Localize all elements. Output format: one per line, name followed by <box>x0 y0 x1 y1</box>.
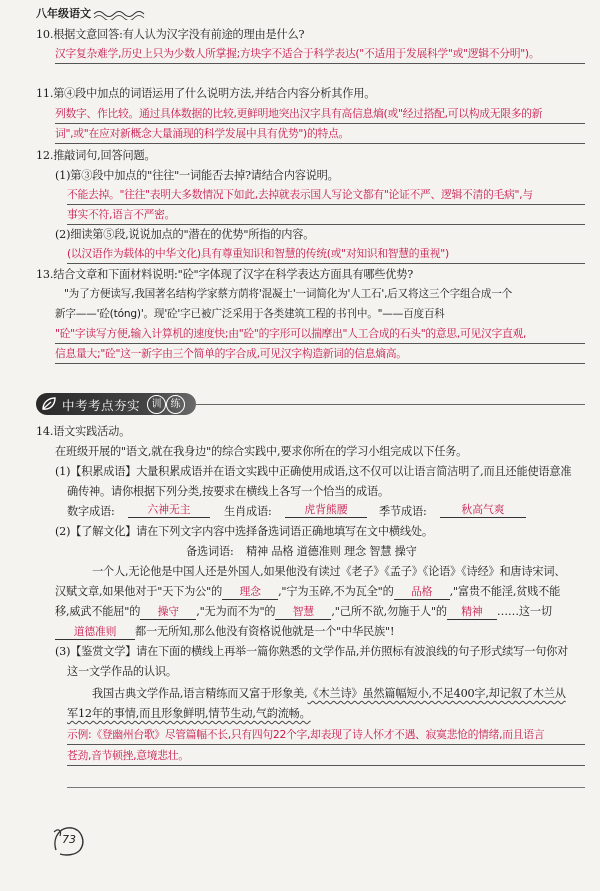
passage-line-2 <box>55 583 560 600</box>
passage-line-3 <box>55 603 552 620</box>
q14-intro: 在班级开展的"语文,就在我身边"的综合实践中,要求你所在的学习小组完成以下任务。 <box>55 445 468 458</box>
blank-linian: 理念 <box>222 584 278 600</box>
answer-line <box>55 143 585 144</box>
passage-text: 都一无所知,那么他没有资格说他就是一个"中华民族"! <box>135 625 395 638</box>
header-wave-decoration <box>92 8 152 20</box>
q13-material-line-2: 新字——'砼(tóng)'。现'砼'字已被广泛采用于各类建筑工程的书刊中。"——百度百科 <box>55 308 445 320</box>
blank-zhihui: 智慧 <box>275 604 331 620</box>
answer-line <box>67 765 585 766</box>
passage-text: ,"富贵不能淫,贫贱不能 <box>449 585 561 598</box>
q12-sub1-question: (1)第③段中加点的"往往"一词能否去掉?请结合内容说明。 <box>55 169 339 182</box>
q12-sub1-answer-line-2: 事实不符,语言不严密。 <box>67 208 176 221</box>
page-number: 73 <box>62 833 76 846</box>
candidate-words: 精神 品格 道德准则 理念 智慧 操守 <box>246 545 417 558</box>
idiom-zodiac-answer: 虎背熊腰 <box>285 502 367 518</box>
q12-sub2-question: (2)细读第⑤段,说说加点的"潜在的优势"所指的内容。 <box>55 228 315 241</box>
q14-part1-line-1: (1)【积累成语】大量积累成语并在语文实践中正确使用成语,这不仅可以让语言简洁明了,而且还能使语意准 <box>55 465 572 478</box>
q14-part3-line-1: (3)【鉴赏文学】请在下面的横线上再举一篇你熟悉的文学作品,并仿照标有波浪线的句子形式续写一句你对 <box>55 645 569 658</box>
q14-part3-answer-line-1: 示例:《登幽州台歌》尽管篇幅不长,只有四句22个字,却表现了诗人怀才不遇、寂寞悲怆的情绪,而且语言 <box>67 728 545 741</box>
q11-answer-line-2: 词",或"在应对新概念大量涌现的科学发展中具有优势")的特点。 <box>55 127 349 140</box>
idiom-number-answer: 六神无主 <box>128 502 210 518</box>
q14-title: 14.语文实践活动。 <box>36 425 131 438</box>
blank-caoshou: 操守 <box>140 604 196 620</box>
q14-part3-answer-line-2: 苍劲,音节顿挫,意境悲壮。 <box>67 749 189 762</box>
passage-text: ,"己所不欲,勿施于人"的 <box>331 605 447 618</box>
example-line-2 <box>67 705 311 721</box>
candidate-words-label: 备选词语: <box>186 545 234 558</box>
idiom-season-label: 季节成语: <box>379 505 427 518</box>
answer-line <box>67 787 585 788</box>
idiom-number-label: 数字成语: <box>67 505 115 518</box>
q12-question: 12.推敲词句,回答问题。 <box>36 149 156 162</box>
q11-answer-line-1: 列数字、作比较。通过具体数据的比较,更鲜明地突出汉字具有高信息熵(或"经过搭配,可以构成无限多的新 <box>55 107 543 120</box>
passage-line-4 <box>55 623 394 640</box>
section-banner <box>36 393 196 415</box>
example-wavy-text: 军12年的事情,而且形象鲜明,情节生动,气韵流畅。 <box>67 707 311 720</box>
passage-text: 移,威武不能屈"的 <box>55 605 141 618</box>
example-line-1 <box>92 685 566 701</box>
blank-jingshen: 精神 <box>447 604 497 620</box>
example-text: 我国古典文学作品,语言精练而又富于形象美, <box>92 687 308 700</box>
header-title: 八年级语文 <box>36 7 91 20</box>
blank-pinge: 品格 <box>394 584 450 600</box>
answer-line <box>55 363 585 364</box>
answer-line <box>55 63 585 64</box>
section-badge-1: 训 <box>147 395 166 414</box>
q13-answer-line-2: 信息量大;"砼"这一新字由三个简单的字合成,可见汉字构造新词的信息熵高。 <box>55 347 407 360</box>
section-title: 中考考点夯实 <box>62 398 141 413</box>
passage-text: ……这一切 <box>496 605 552 618</box>
passage-text: 汉赋文章,如果他对于"天下为公"的 <box>55 585 223 598</box>
answer-line <box>55 123 585 124</box>
q10-question: 10.根据文意回答:有人认为汉字没有前途的理由是什么? <box>36 28 305 41</box>
section-divider <box>196 404 585 405</box>
answer-line <box>67 263 585 264</box>
q12-sub1-answer-line-1: 不能去掉。"往往"表明大多数情况下如此,去掉就表示国人写论文都有"论证不严、逻辑不清的毛病",与 <box>67 188 533 201</box>
q14-part1-line-2: 确传神。请你根据下列分类,按要求在横线上各写一个恰当的成语。 <box>67 485 389 498</box>
passage-text: ,"宁为玉碎,不为瓦全"的 <box>278 585 394 598</box>
answer-line <box>67 224 585 225</box>
idiom-season-answer: 秋高气爽 <box>440 502 526 518</box>
answer-line <box>55 343 585 344</box>
q13-material-line-1: "为了方便读写,我国著名结构学家蔡方荫将'混凝土'一词简化为'人工石',后又将这三个字组合成一个 <box>64 288 512 300</box>
section-badge-2: 练 <box>166 395 185 414</box>
passage-text: ,"无为而不为"的 <box>196 605 276 618</box>
q13-question: 13.结合文章和下面材料说明:"砼"字体现了汉字在科学表达方面具有哪些优势? <box>36 268 414 281</box>
example-wavy-text: 《木兰诗》虽然篇幅短小,不足400字,却记叙了木兰从 <box>307 687 566 700</box>
leaf-icon <box>41 396 57 412</box>
idiom-zodiac-label: 生肖成语: <box>224 505 272 518</box>
q13-answer-line-1: "砼"字读写方便,输入计算机的速度快;由"砼"的字形可以揣摩出"人工合成的石头"的意思,可见汉字直观, <box>55 327 527 340</box>
blank-daode: 道德准则 <box>55 624 135 640</box>
q10-answer: 汉字复杂难学,历史上只为少数人所掌握;方块字不适合于科学表达("不适用于发展科学"或"逻辑不分明")。 <box>55 47 540 60</box>
q14-part3-line-2: 这一文学作品的认识。 <box>67 665 177 678</box>
q14-part2-line: (2)【了解文化】请在下列文字内容中选择备选词语正确地填写在文中横线处。 <box>55 525 433 538</box>
q12-sub2-answer: (以汉语作为载体的中华文化)具有尊重知识和智慧的传统(或"对知识和智慧的重视") <box>67 247 449 260</box>
answer-line <box>67 204 585 205</box>
answer-line <box>67 744 585 745</box>
passage-line-1: 一个人,无论他是中国人还是外国人,如果他没有读过《老子》《孟子》《论语》《诗经》和唐诗宋词、 <box>92 565 566 578</box>
q11-question: 11.第④段中加点的词语运用了什么说明方法,并结合内容分析其作用。 <box>36 87 376 100</box>
